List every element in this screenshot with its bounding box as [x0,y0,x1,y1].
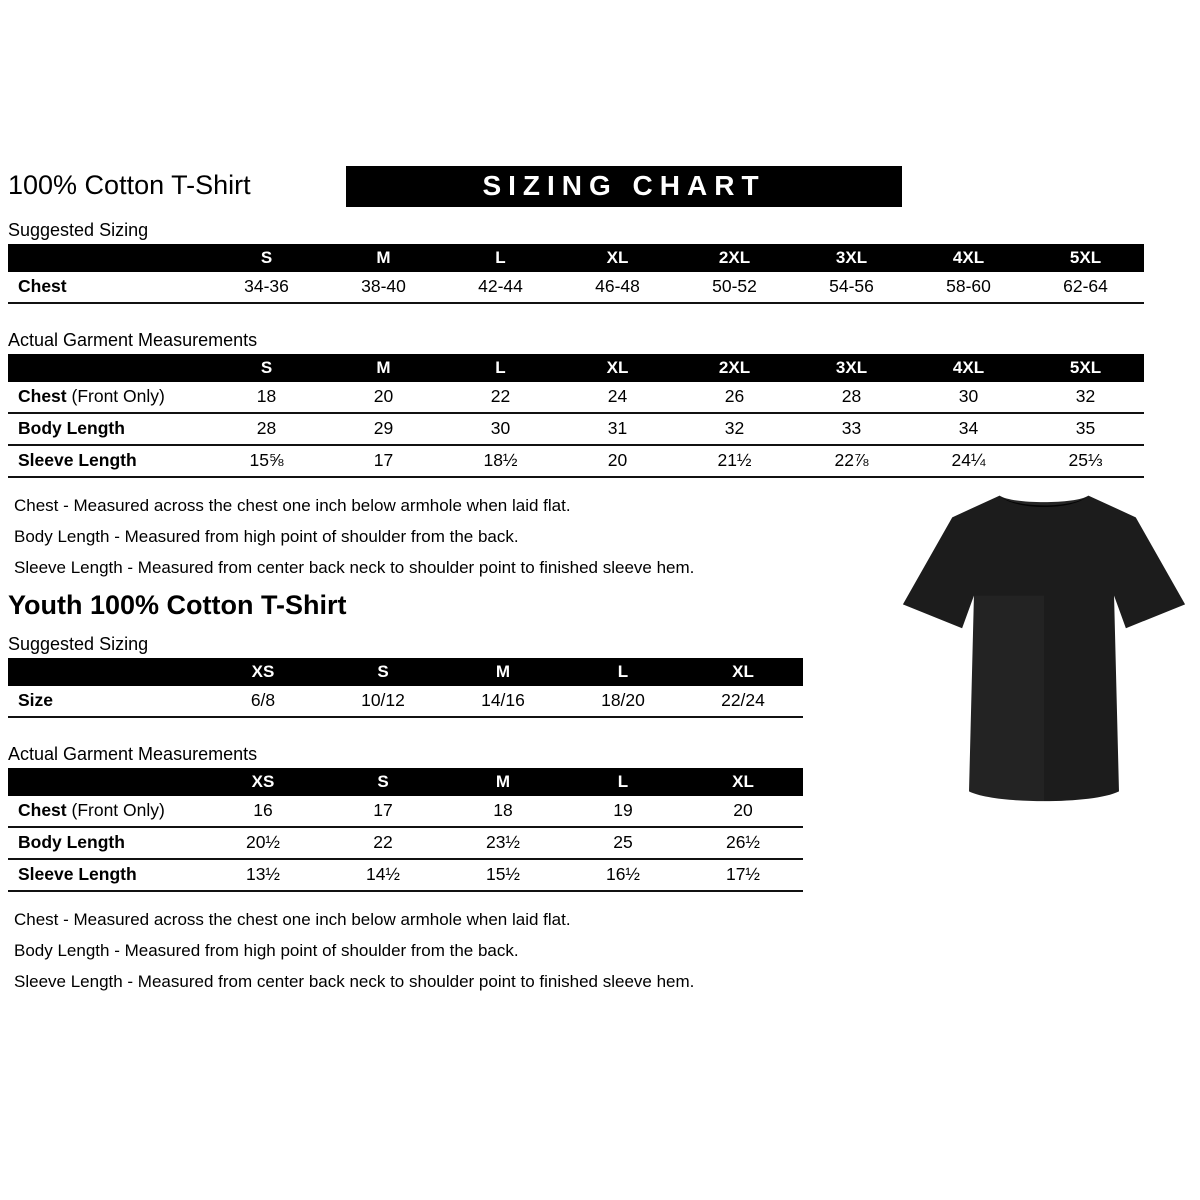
tshirt-highlight [969,596,1044,804]
measurement-value: 19 [563,796,683,827]
measurement-value: 46-48 [559,272,676,303]
measurement-note: Body Length - Measured from high point of shoulder from the back. [14,527,519,546]
measurement-value: 21½ [676,445,793,477]
size-column-header: 4XL [910,244,1027,272]
measurement-value: 13½ [203,859,323,891]
size-column-header: M [443,658,563,686]
measurement-value: 17 [323,796,443,827]
measurement-value: 16½ [563,859,683,891]
table-row [8,413,1144,445]
measurement-value: 33 [793,413,910,445]
measurement-value: 32 [1027,382,1144,413]
size-column-header: S [323,658,443,686]
size-column-header: L [563,768,683,796]
size-column-header: 5XL [1027,244,1144,272]
measurement-value: 29 [325,413,442,445]
measurement-value: 22⅞ [793,445,910,477]
size-column-header: L [563,658,683,686]
measurement-value: 35 [1027,413,1144,445]
measurement-value: 42-44 [442,272,559,303]
size-column-header: XL [559,354,676,382]
adult-actual-measurements-label: Actual Garment Measurements [8,330,258,350]
measurement-value: 26 [676,382,793,413]
size-column-header: S [208,244,325,272]
header-row [8,166,1200,207]
row-label: Size [8,686,203,717]
adult-suggested-sizing-label: Suggested Sizing [8,220,149,240]
size-column-header: L [442,354,559,382]
size-column-header: XS [203,768,323,796]
size-column-header: M [443,768,563,796]
size-column-header: XL [683,768,803,796]
measurement-value: 26½ [683,827,803,859]
table-row [8,859,803,891]
adult-actual-measurements-table [8,354,1144,478]
measurement-value: 38-40 [325,272,442,303]
measurement-value: 24 [559,382,676,413]
measurement-value: 54-56 [793,272,910,303]
table-row [8,827,803,859]
measurement-value: 23½ [443,827,563,859]
adult-suggested-sizing-table [8,244,1144,304]
row-label: Body Length [8,413,208,445]
size-column-header: XL [559,244,676,272]
measurement-value: 31 [559,413,676,445]
measurement-value: 28 [208,413,325,445]
header-spacer-cell [8,768,203,796]
sizing-chart-banner: SIZING CHART [346,166,902,207]
measurement-note: Body Length - Measured from high point of shoulder from the back. [14,941,519,960]
tshirt-graphic [896,476,1192,824]
measurement-value: 15⅝ [208,445,325,477]
measurement-value: 16 [203,796,323,827]
table-row [8,382,1144,413]
table-row [8,796,803,827]
measurement-value: 28 [793,382,910,413]
size-column-header: M [325,244,442,272]
youth-suggested-sizing-table [8,658,803,718]
measurement-value: 20 [559,445,676,477]
table-row [8,686,803,717]
measurement-note: Sleeve Length - Measured from center back neck to shoulder point to finished sleeve hem. [14,972,695,991]
measurement-value: 20 [683,796,803,827]
size-column-header: XL [683,658,803,686]
measurement-value: 24¼ [910,445,1027,477]
table-row [8,445,1144,477]
measurement-value: 30 [910,382,1027,413]
measurement-value: 62-64 [1027,272,1144,303]
measurement-value: 25⅓ [1027,445,1144,477]
row-label: Chest [8,272,208,303]
measurement-note: Sleeve Length - Measured from center back neck to shoulder point to finished sleeve hem. [14,558,695,577]
measurement-value: 10/12 [323,686,443,717]
measurement-value: 20 [325,382,442,413]
measurement-value: 34 [910,413,1027,445]
size-column-header: L [442,244,559,272]
header-spacer-cell [8,354,208,382]
size-column-header: 5XL [1027,354,1144,382]
measurement-value: 17½ [683,859,803,891]
youth-notes [8,910,1200,992]
size-column-header: 4XL [910,354,1027,382]
measurement-value: 20½ [203,827,323,859]
measurement-value: 50-52 [676,272,793,303]
adult-title: 100% Cotton T-Shirt [8,170,251,200]
row-label: Sleeve Length [8,859,203,891]
youth-actual-measurements-label: Actual Garment Measurements [8,744,258,764]
measurement-value: 6/8 [203,686,323,717]
table-row [8,272,1144,303]
row-label: Chest (Front Only) [8,796,203,827]
measurement-value: 22 [323,827,443,859]
size-column-header: 2XL [676,244,793,272]
measurement-value: 14/16 [443,686,563,717]
measurement-value: 18 [443,796,563,827]
measurement-value: 18½ [442,445,559,477]
size-column-header: XS [203,658,323,686]
measurement-value: 32 [676,413,793,445]
measurement-value: 25 [563,827,683,859]
row-label: Body Length [8,827,203,859]
measurement-value: 14½ [323,859,443,891]
header-spacer-cell [8,244,208,272]
row-label: Sleeve Length [8,445,208,477]
measurement-value: 58-60 [910,272,1027,303]
measurement-value: 18 [208,382,325,413]
tshirt-product-image [896,476,1192,824]
youth-suggested-sizing-label: Suggested Sizing [8,634,149,654]
measurement-value: 17 [325,445,442,477]
row-label: Chest (Front Only) [8,382,208,413]
measurement-value: 22/24 [683,686,803,717]
size-column-header: 3XL [793,244,910,272]
size-column-header: M [325,354,442,382]
measurement-value: 34-36 [208,272,325,303]
measurement-note: Chest - Measured across the chest one inch below armhole when laid flat. [14,496,571,515]
size-column-header: S [323,768,443,796]
measurement-value: 30 [442,413,559,445]
size-column-header: 3XL [793,354,910,382]
measurement-value: 18/20 [563,686,683,717]
measurement-note: Chest - Measured across the chest one inch below armhole when laid flat. [14,910,571,929]
size-column-header: S [208,354,325,382]
size-column-header: 2XL [676,354,793,382]
measurement-value: 15½ [443,859,563,891]
header-spacer-cell [8,658,203,686]
youth-title: Youth 100% Cotton T-Shirt [8,590,347,620]
measurement-value: 22 [442,382,559,413]
youth-actual-measurements-table [8,768,803,892]
